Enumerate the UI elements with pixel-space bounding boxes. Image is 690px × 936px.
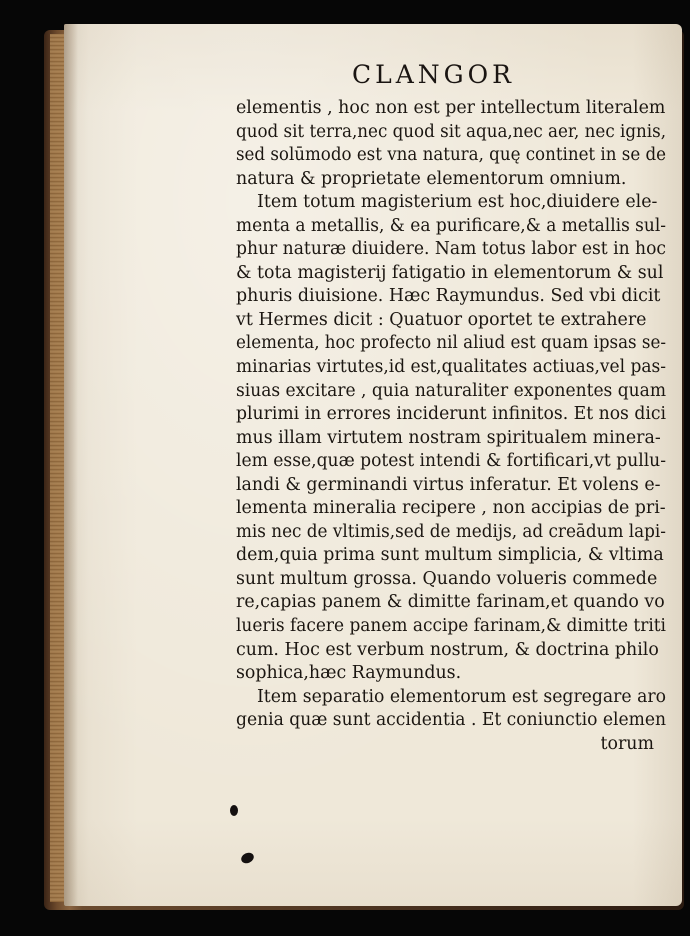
text-line: genia quæ sunt accidentia . Et coniunctio elemen — [236, 710, 666, 731]
gutter-shadow — [64, 24, 78, 906]
text-line: lementa mineralia recipere , non accipias de pri- — [236, 498, 666, 519]
text-line: & tota magisterij fatigatio in elementorum & sul — [236, 262, 664, 283]
text-line: menta a metallis, & ea purificare,& a metallis sul- — [236, 215, 666, 236]
text-line: dem,quia prima sunt multum simplicia, & vltima — [236, 545, 664, 566]
text-line: sed solūmodo est vna natura, quę continet in se de — [236, 145, 667, 166]
text-line: Item separatio elementorum est segregare aro — [257, 686, 667, 707]
text-line: natura & proprietate elementorum omnium. — [236, 168, 627, 189]
text-line: plurimi in errores inciderunt infinitos. Et nos dici — [236, 404, 667, 425]
running-head: CLANGOR — [352, 60, 515, 89]
text-line: sunt multum grossa. Quando volueris commede — [236, 568, 658, 589]
text-line: mus illam virtutem nostram spiritualem minera- — [236, 427, 661, 448]
text-line: re,capias panem & dimitte farinam,et quando vo — [236, 592, 665, 613]
text-line: siuas excitare , quia naturaliter exponentes quam — [236, 380, 667, 401]
text-line: lueris facere panem accipe farinam,& dimitte triti — [236, 616, 666, 637]
text-line: elementa, hoc profecto nil aliud est quam ipsas se- — [236, 333, 666, 354]
body-text — [236, 97, 666, 756]
text-line: phur naturæ diuidere. Nam totus labor est in hoc — [236, 239, 667, 260]
text-line: minarias virtutes,id est,qualitates actiuas,vel pas- — [236, 357, 667, 378]
text-line: lem esse,quæ potest intendi & fortificari,vt pullu- — [236, 451, 667, 472]
text-line: quod sit terra,nec quod sit aqua,nec aer, nec ignis, — [236, 121, 667, 142]
text-line: mis nec de vltimis,sed de medijs, ad creādum lapi- — [236, 521, 666, 542]
text-line: vt Hermes dicit : Quatuor oportet te extrahere — [236, 309, 647, 330]
ink-blot — [230, 805, 238, 816]
text-line: cum. Hoc est verbum nostrum, & doctrina philo — [236, 639, 659, 660]
text-line: landi & germinandi virtus inferatur. Et volens e- — [236, 474, 661, 495]
text-line: Item totum magisterium est hoc,diuidere ele- — [257, 192, 658, 213]
text-line: elementis , hoc non est per intellectum literalem — [236, 98, 666, 118]
catchword: torum — [600, 733, 654, 754]
text-line: phuris diuisione. Hæc Raymundus. Sed vbi dicit — [236, 286, 661, 307]
text-line: sophica,hæc Raymundus. — [236, 663, 462, 684]
